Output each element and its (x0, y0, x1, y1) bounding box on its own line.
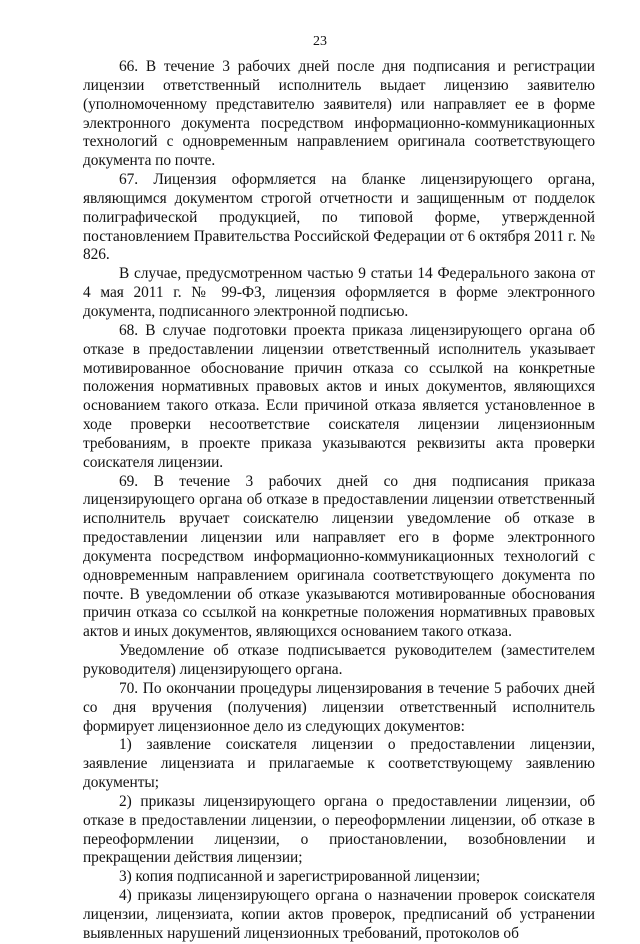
paragraph-67: 67. Лицензия оформляется на бланке лицензирующего органа, являющимся документом строгой отчетности и защищенным от подделок полиграфической продукцией, по типовой форме, утвержденной постановлением Правительства Российской Федерации от 6 октября 2011 г. № 826. (83, 171, 595, 264)
paragraph-68: 68. В случае подготовки проекта приказа лицензирующего органа об отказе в предоставлении лицензии ответственный исполнитель указывает мотивированное обоснование причин отказа со ссылкой на конкретные положения нормативных правовых актов и иных документов, являющихся основанием такого отказа. Если причиной отказа является установленное в ходе проверки несоответствие соискателя лицензии лицензионным требованиям, в проекте приказа указываются реквизиты акта проверки соискателя лицензии. (83, 321, 595, 471)
paragraph-67-electronic: В случае, предусмотренном частью 9 статьи 14 Федерального закона от 4 мая 2011 г. № 99-ФЗ, лицензия оформляется в форме электронного документа, подписанного электронной подписью. (83, 265, 595, 320)
paragraph-69: 69. В течение 3 рабочих дней со дня подписания приказа лицензирующего органа об отказе в предоставлении лицензии ответственный исполнитель вручает соискателю лицензии уведомление об отказе в предоставлении лицензии или направляет его в форме электронного документа посредством информационно-коммуникационных технологий с одновременным направлением оригинала соответствующего документа по почте. В уведомлении об отказе указываются мотивированные обоснования причин отказа со ссылкой на конкретные положения нормативных правовых актов и иных документов, являющихся основанием такого отказа. (83, 472, 595, 641)
list-item-1: 1) заявление соискателя лицензии о предоставлении лицензии, заявление лицензиата и прилагаемые к соответствующему заявлению документы; (83, 736, 595, 792)
list-item-4: 4) приказы лицензирующего органа о назначении проверок соискателя лицензии, лицензиата, копии актов проверок, предписаний об устранении выявленных нарушений лицензионных требований, протоколов об (83, 887, 595, 942)
list-item-2: 2) приказы лицензирующего органа о предоставлении лицензии, об отказе в предоставлении лицензии, о переоформлении лицензии, об отказе в переоформлении лицензии, о приостановлении, возобновлении и прекращении действия лицензии; (83, 792, 595, 867)
paragraph-66: 66. В течение 3 рабочих дней после дня подписания и регистрации лицензии ответственный исполнитель выдает лицензию заявителю (уполномоченному представителю заявителя) или направляет ее в форме электронного документа посредством информационно-коммуникационных технологий с одновременным направлением оригинала соответствующего документа по почте. (83, 58, 595, 170)
paragraph-69-signature: Уведомление об отказе подписывается руководителем (заместителем руководителя) лицензирующего органа. (83, 642, 595, 678)
list-item-3: 3) копия подписанной и зарегистрированной лицензии; (119, 868, 481, 886)
paragraph-70: 70. По окончании процедуры лицензирования в течение 5 рабочих дней со дня вручения (получения) лицензии ответственный исполнитель формирует лицензионное дело из следующих документов: (83, 679, 595, 735)
page-number: 23 (313, 34, 327, 49)
document-body (83, 58, 595, 944)
